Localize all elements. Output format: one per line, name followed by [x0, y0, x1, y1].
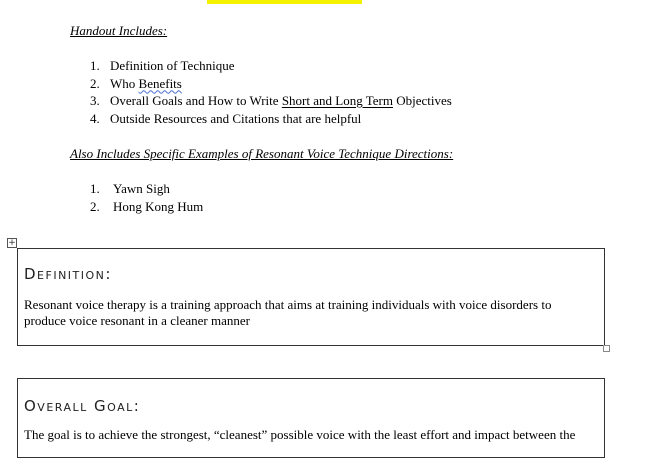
list-item: 1. Yawn Sigh [90, 181, 170, 196]
overall-goal-box [17, 378, 605, 458]
overall-goal-text: The goal is to achieve the strongest, “cleanest” possible voice with the least effort and impact between the [24, 427, 576, 442]
table-resize-handle[interactable] [603, 345, 610, 352]
list-item: 1. Definition of Technique [90, 58, 235, 73]
highlighted-title-fragment [207, 0, 362, 4]
handout-list [90, 57, 452, 127]
definition-text: Resonant voice therapy is a training approach that aims at training individuals with voice disorders to produce voice resonant in a cleaner manner [24, 297, 552, 328]
handout-heading: Handout Includes: [70, 23, 168, 38]
list-item: 2. Who Benefits [90, 75, 182, 91]
spellcheck-word[interactable]: Benefits [138, 75, 182, 91]
list-item: 4. Outside Resources and Citations that are helpful [90, 110, 362, 126]
definition-box [17, 248, 605, 346]
list-item: 2. Hong Kong Hum [90, 198, 204, 214]
list-item: 3. Overall Goals and How to Write Short and Long Term Objectives [90, 93, 452, 108]
overall-goal-title: Overall Goal: [24, 397, 141, 415]
examples-list [90, 180, 203, 215]
definition-title: Definition: [24, 265, 112, 283]
examples-heading: Also Includes Specific Examples of Resonant Voice Technique Directions: [70, 146, 454, 161]
table-move-handle-icon[interactable]: + [8, 238, 16, 248]
grammar-flagged-phrase[interactable]: Short and Long Term [281, 93, 393, 108]
